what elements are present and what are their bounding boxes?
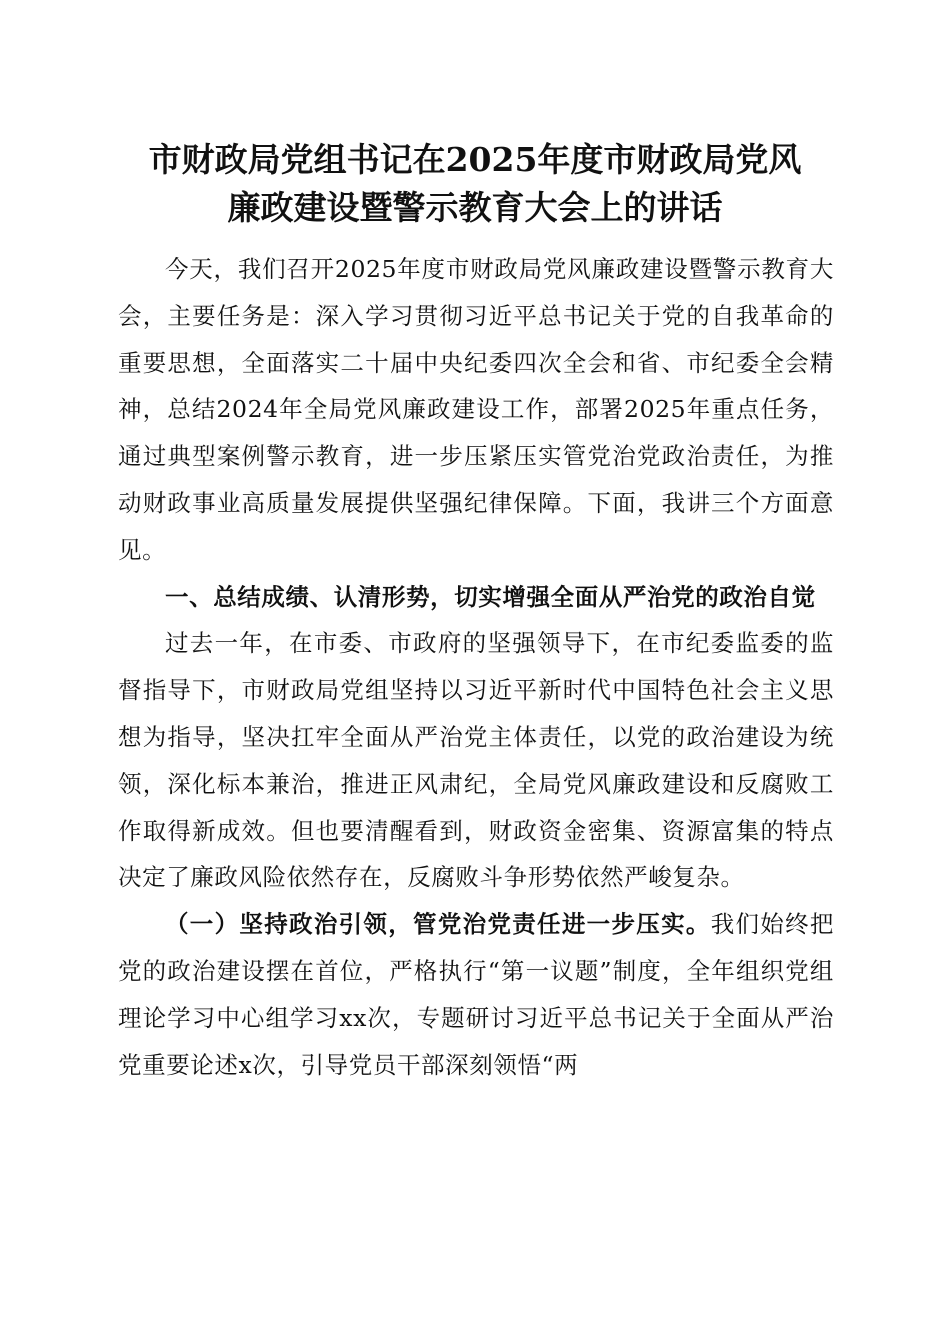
section-heading-1: 一、总结成绩、认清形势，切实增强全面从严治党的政治自觉 bbox=[165, 582, 816, 611]
subsection-1-text: 我们始终把党的政治建设摆在首位，严格执行“第一议题”制度，全年组织党组理论学习中心组学习xx次，专题研讨习近平总书记关于全面从严治党重要论述x次，引导党员干部深刻领悟“两 bbox=[118, 910, 835, 1079]
title-line-2: 廉政建设暨警示教育大会上的讲话 bbox=[227, 188, 723, 227]
subsection-1-paragraph bbox=[118, 901, 834, 1088]
subsection-1-lead: （一）坚持政治引领，管党治党责任进一步压实。 bbox=[165, 910, 711, 939]
section-1-paragraph: 过去一年，在市委、市政府的坚强领导下，在市纪委监委的监督指导下，市财政局党组坚持以习近平新时代中国特色社会主义思想为指导，坚决扛牢全面从严治党主体责任，以党的政治建设为统领，深化标本兼治，推进正风肃纪，全局党风廉政建设和反腐败工作取得新成效。但也要清醒看到，财政资金密集、资源富集的特点决定了廉政风险依然存在，反腐败斗争形势依然严峻复杂。 bbox=[118, 629, 834, 892]
intro-paragraph: 今天，我们召开2025年度市财政局党风廉政建设暨警示教育大会，主要任务是：深入学习贯彻习近平总书记关于党的自我革命的重要思想，全面落实二十届中央纪委四次全会和省、市纪委全会精神，总结2024年全局党风廉政建设工作，部署2025年重点任务，通过典型案例警示教育，进一步压紧压实管党治党政治责任，为推动财政事业高质量发展提供坚强纪律保障。下面，我讲三个方面意见。 bbox=[118, 255, 834, 564]
document-title bbox=[110, 136, 840, 232]
document-body bbox=[118, 246, 834, 1088]
title-line-1: 市财政局党组书记在2025年度市财政局党风 bbox=[148, 140, 802, 179]
